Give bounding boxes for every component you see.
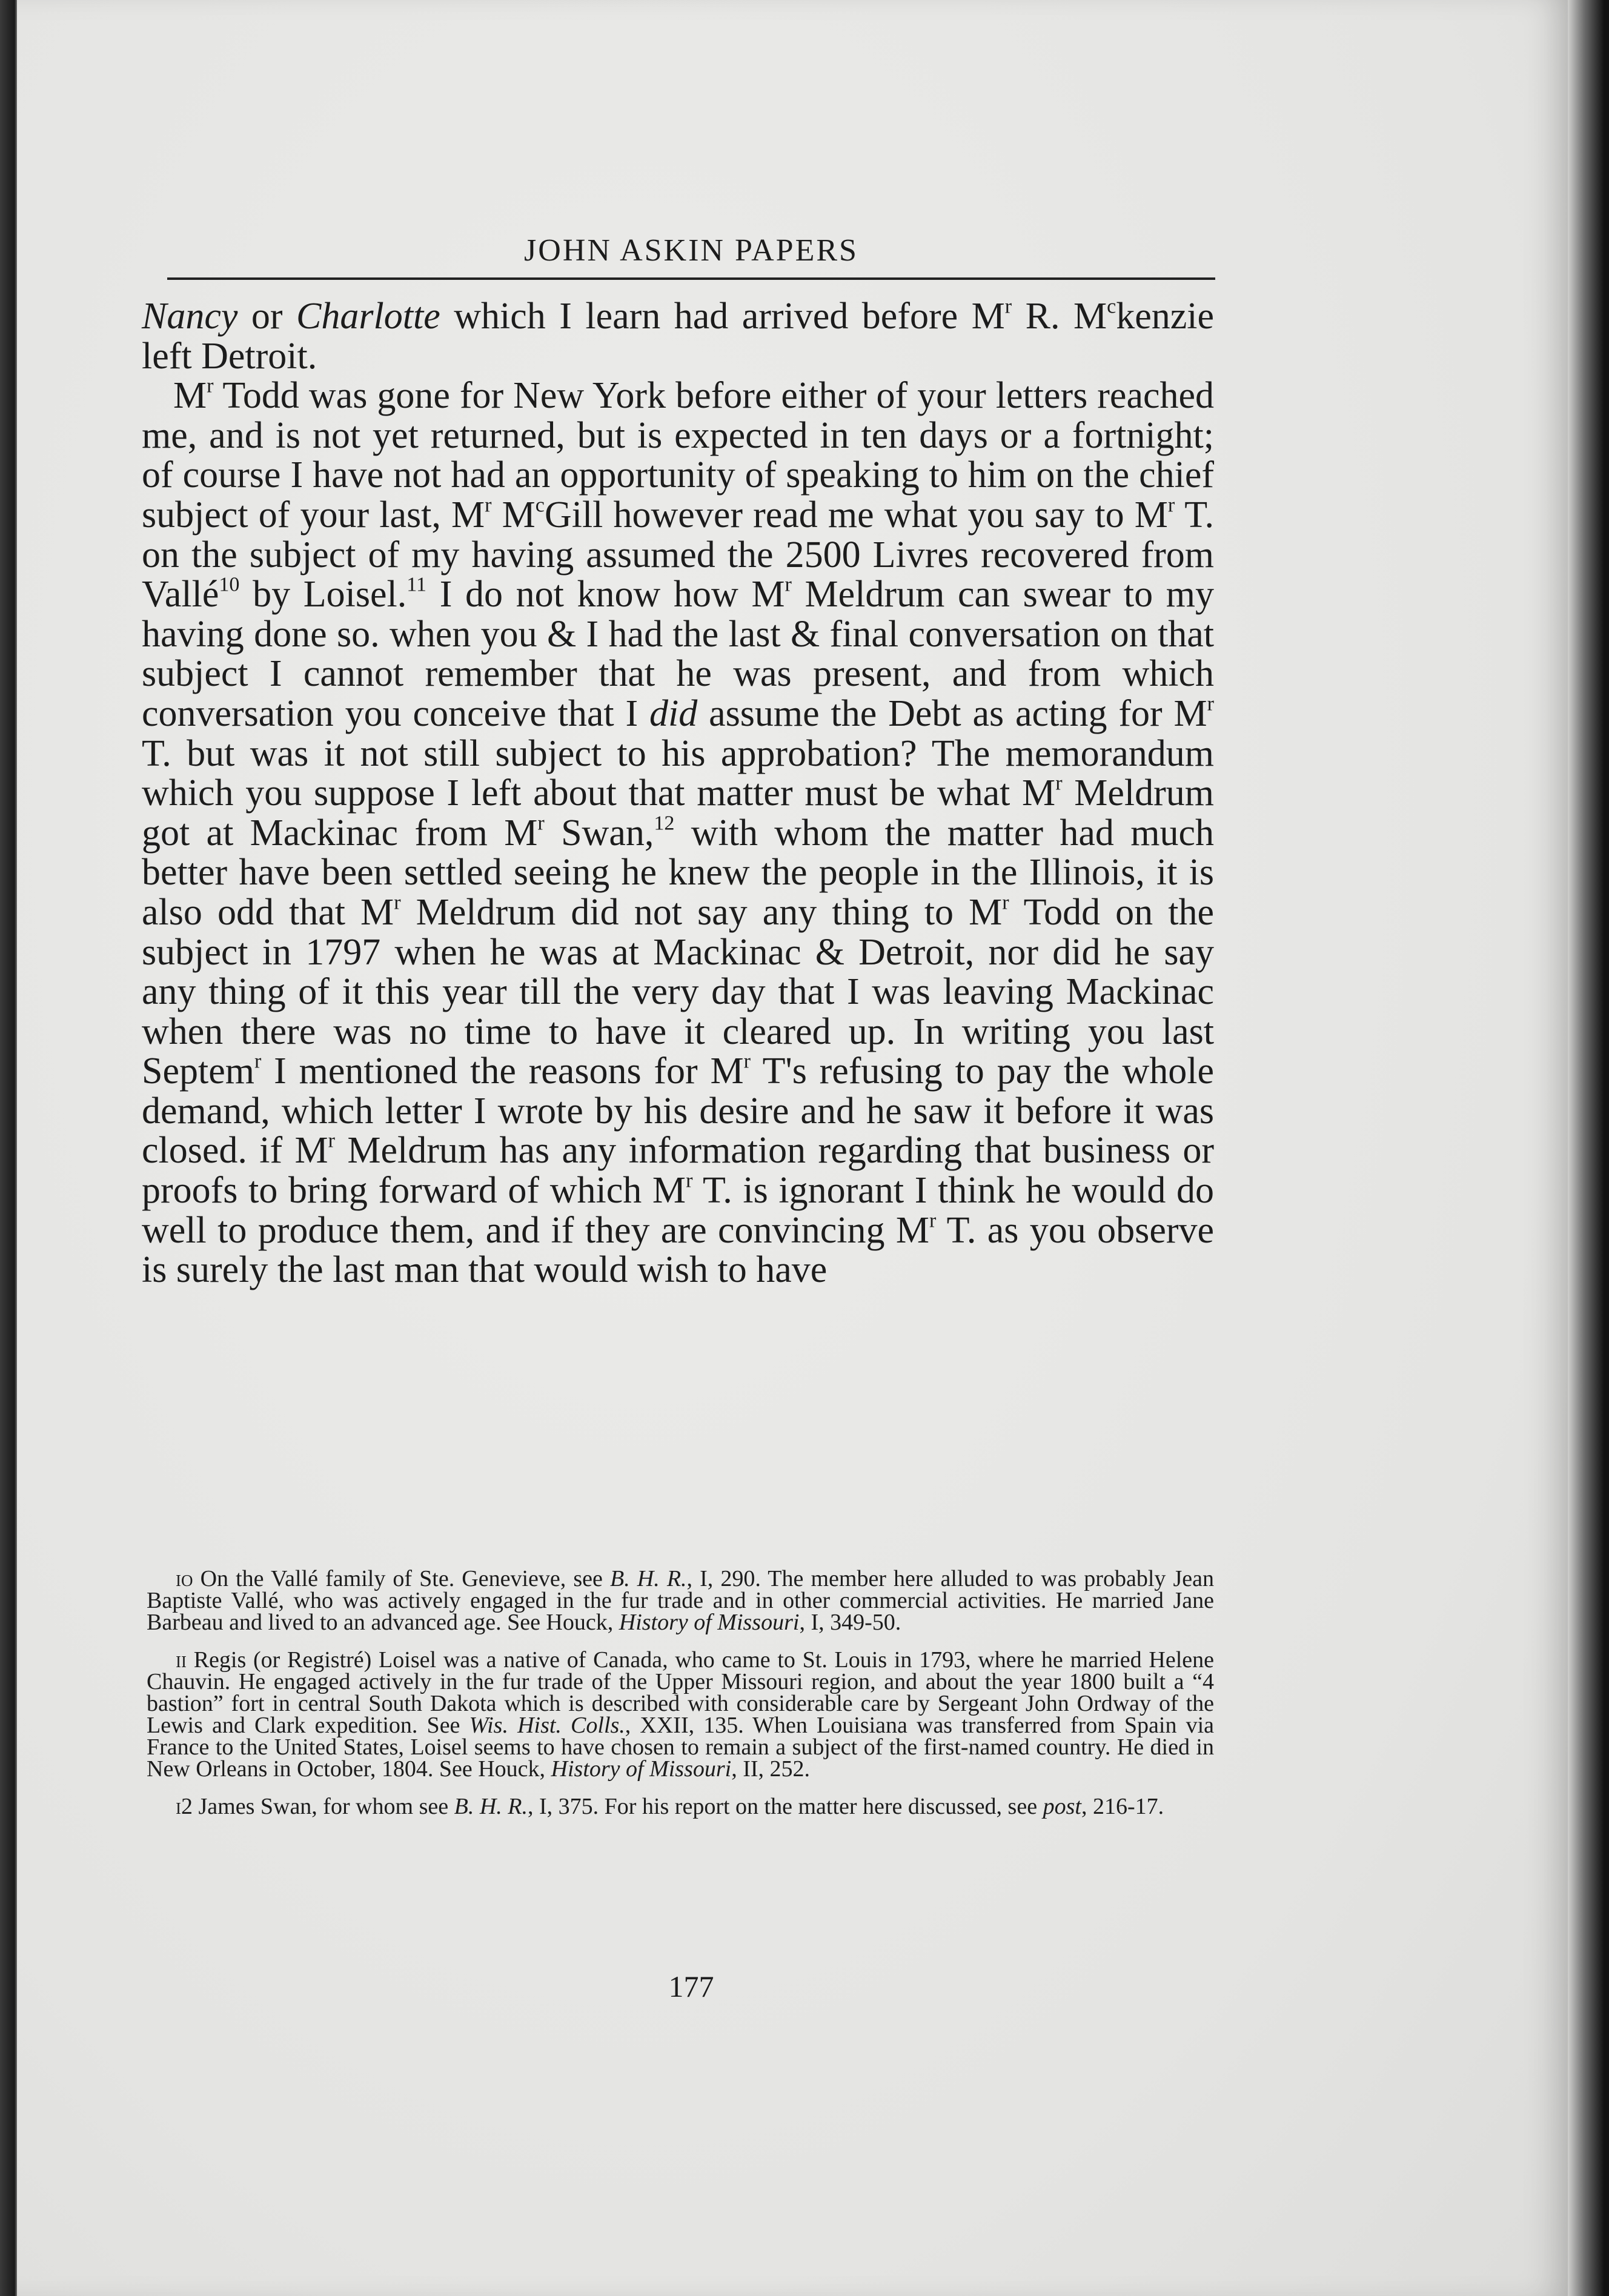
- footnotes: [147, 1568, 1214, 1833]
- header-rule: [167, 277, 1215, 280]
- running-header: JOHN ASKIN PAPERS: [524, 233, 858, 268]
- paragraph-2: $M^r$ Todd was gone for New York before either of your letters reached me, and is not yet returned, but is expected in ten days or a fortnight; of course I have not had an opportunity of speaking to him on the chief subject of your last, $M^r$ $M^cGill$ however read me what you say to $M^r$ T. on the subject of my having assumed the 2500 Livres recovered from Vallé$^{10}$ by Loisel.$^{11}$ I do not know how $M^r$ Meldrum can swear to my having done so. when you & I had the last & final conversation on that subject I cannot remember that he was present, and from which conversation you conceive that I did assume the Debt as acting for $M^r$ T. but was it not still subject to his approbation? The memorandum which you suppose I left about that matter must be what $M^r$ Meldrum got at Mackinac from $M^r$ Swan,$^{12}$ with whom the matter had much better have been settled seeing he knew the people in the Illinois, it is also odd that $M^r$ Meldrum did not say any thing to $M^r$ Todd on the subject in 1797 when he was at Mackinac & Detroit, nor did he say any thing of it this year till the very day that I was leaving Mackinac when there was no time to have it cleared up. In writing you last Septem$^r$ I mentioned the reasons for $M^r$ T's refusing to pay the whole demand, which letter I wrote by his desire and he saw it before it was closed. if $M^r$ Meldrum has any information regarding that business or proofs to bring forward of which $M^r$ T. is ignorant I think he would do well to produce them, and if they are convincing $M^r$ T. as you observe is surely the last man that would wish to have: [142, 374, 1215, 1291]
- footnote-10: io On the Vallé family of Ste. Genevieve, see B. H. R., I, 290. The member here alluded to was probably Jean Baptiste Vallé, who was actively engaged in the fur trade and in other commercial activities. He married Jane Barbeau and lived to an advanced age. See Houck, History of Missouri, I, 349-50.: [147, 1566, 1214, 1635]
- footnote-12: i2 James Swan, for whom see B. H. R., I, 375. For his report on the matter here discussed, see post, 216-17.: [176, 1794, 1164, 1819]
- page-number: 177: [668, 1969, 714, 2003]
- book-page: [17, 0, 1568, 2296]
- scan-edge-shadow: [1568, 0, 1609, 2296]
- footnote-11: ii Regis (or Registré) Loisel was a native of Canada, who came to St. Louis in 1793, where he married Helene Chauvin. He engaged actively in the fur trade of the Upper Missouri region, and about the year 1800 built a “4 bastion” fort in central South Dakota which is described with considerable care by Sergeant John Ordway of the Lewis and Clark expedition. See Wis. Hist. Colls., XXII, 135. When Louisiana was transferred from Spain via France to the United States, Loisel seems to have chosen to remain a subject of the first-named country. He died in New Orleans in October, 1804. See Houck, History of Missouri, II, 252.: [147, 1647, 1214, 1782]
- paragraph-1: Nancy or Charlotte which I learn had arrived before $M^r$ R. $M^ckenzie$ left Detroit.: [142, 295, 1215, 377]
- body-text: [142, 297, 1214, 1290]
